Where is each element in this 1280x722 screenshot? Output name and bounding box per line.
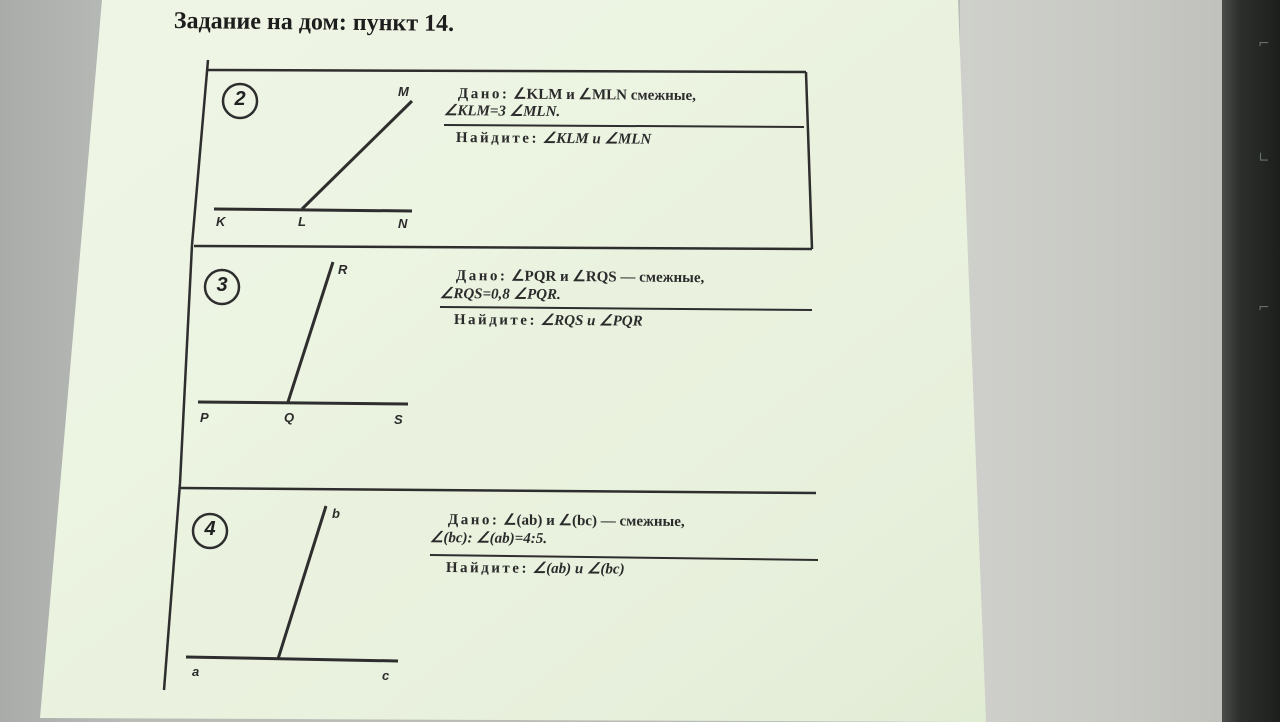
- point-label: a: [192, 664, 200, 679]
- given-label: Дано:: [457, 85, 510, 103]
- given-label: Дано:: [455, 267, 508, 285]
- given-line-2: [444, 101, 560, 121]
- find-label: Найдите:: [455, 129, 540, 147]
- problem-number: 3: [216, 274, 228, 296]
- given-text: ∠RQS=0,8 ∠PQR.: [439, 285, 561, 304]
- point-label: S: [394, 412, 403, 427]
- chalk-mark: ⌐: [1258, 36, 1270, 52]
- given-text: ∠(ab) и ∠(bc) — смежные,: [503, 512, 685, 531]
- find-text: ∠RQS и ∠PQR: [540, 312, 643, 330]
- chalk-mark: ∟: [1258, 150, 1270, 166]
- given-line-2: [440, 284, 561, 304]
- find-text: ∠(ab) и ∠(bc): [532, 560, 625, 578]
- point-label: R: [338, 262, 348, 277]
- given-line-2: [430, 528, 547, 548]
- problem-number: 2: [234, 88, 246, 110]
- point-label: N: [398, 216, 408, 231]
- given-text: ∠(bc): ∠(ab)=4:5.: [429, 529, 548, 548]
- point-label: K: [216, 214, 226, 229]
- point-label: Q: [284, 410, 295, 425]
- point-label: b: [332, 506, 340, 521]
- point-label: P: [200, 410, 209, 425]
- find-label: Найдите:: [453, 311, 538, 329]
- problem-number: 4: [204, 518, 216, 540]
- given-text: ∠PQR и ∠RQS — смежные,: [511, 268, 705, 287]
- point-label: c: [382, 668, 390, 683]
- page-title: Задание на дом: пункт 14.: [173, 8, 455, 37]
- point-label: L: [298, 214, 306, 229]
- find-label: Найдите:: [445, 559, 530, 577]
- given-text: ∠KLM и ∠MLN смежные,: [513, 86, 696, 105]
- find-text: ∠KLM и ∠MLN: [542, 130, 652, 148]
- find-line: [456, 128, 652, 149]
- find-line: [446, 558, 625, 579]
- given-text: ∠KLM=3 ∠MLN.: [443, 102, 561, 121]
- find-line: [454, 310, 643, 331]
- chalk-mark: ⌐: [1258, 300, 1270, 316]
- given-label: Дано:: [447, 511, 500, 529]
- point-label: M: [398, 84, 409, 99]
